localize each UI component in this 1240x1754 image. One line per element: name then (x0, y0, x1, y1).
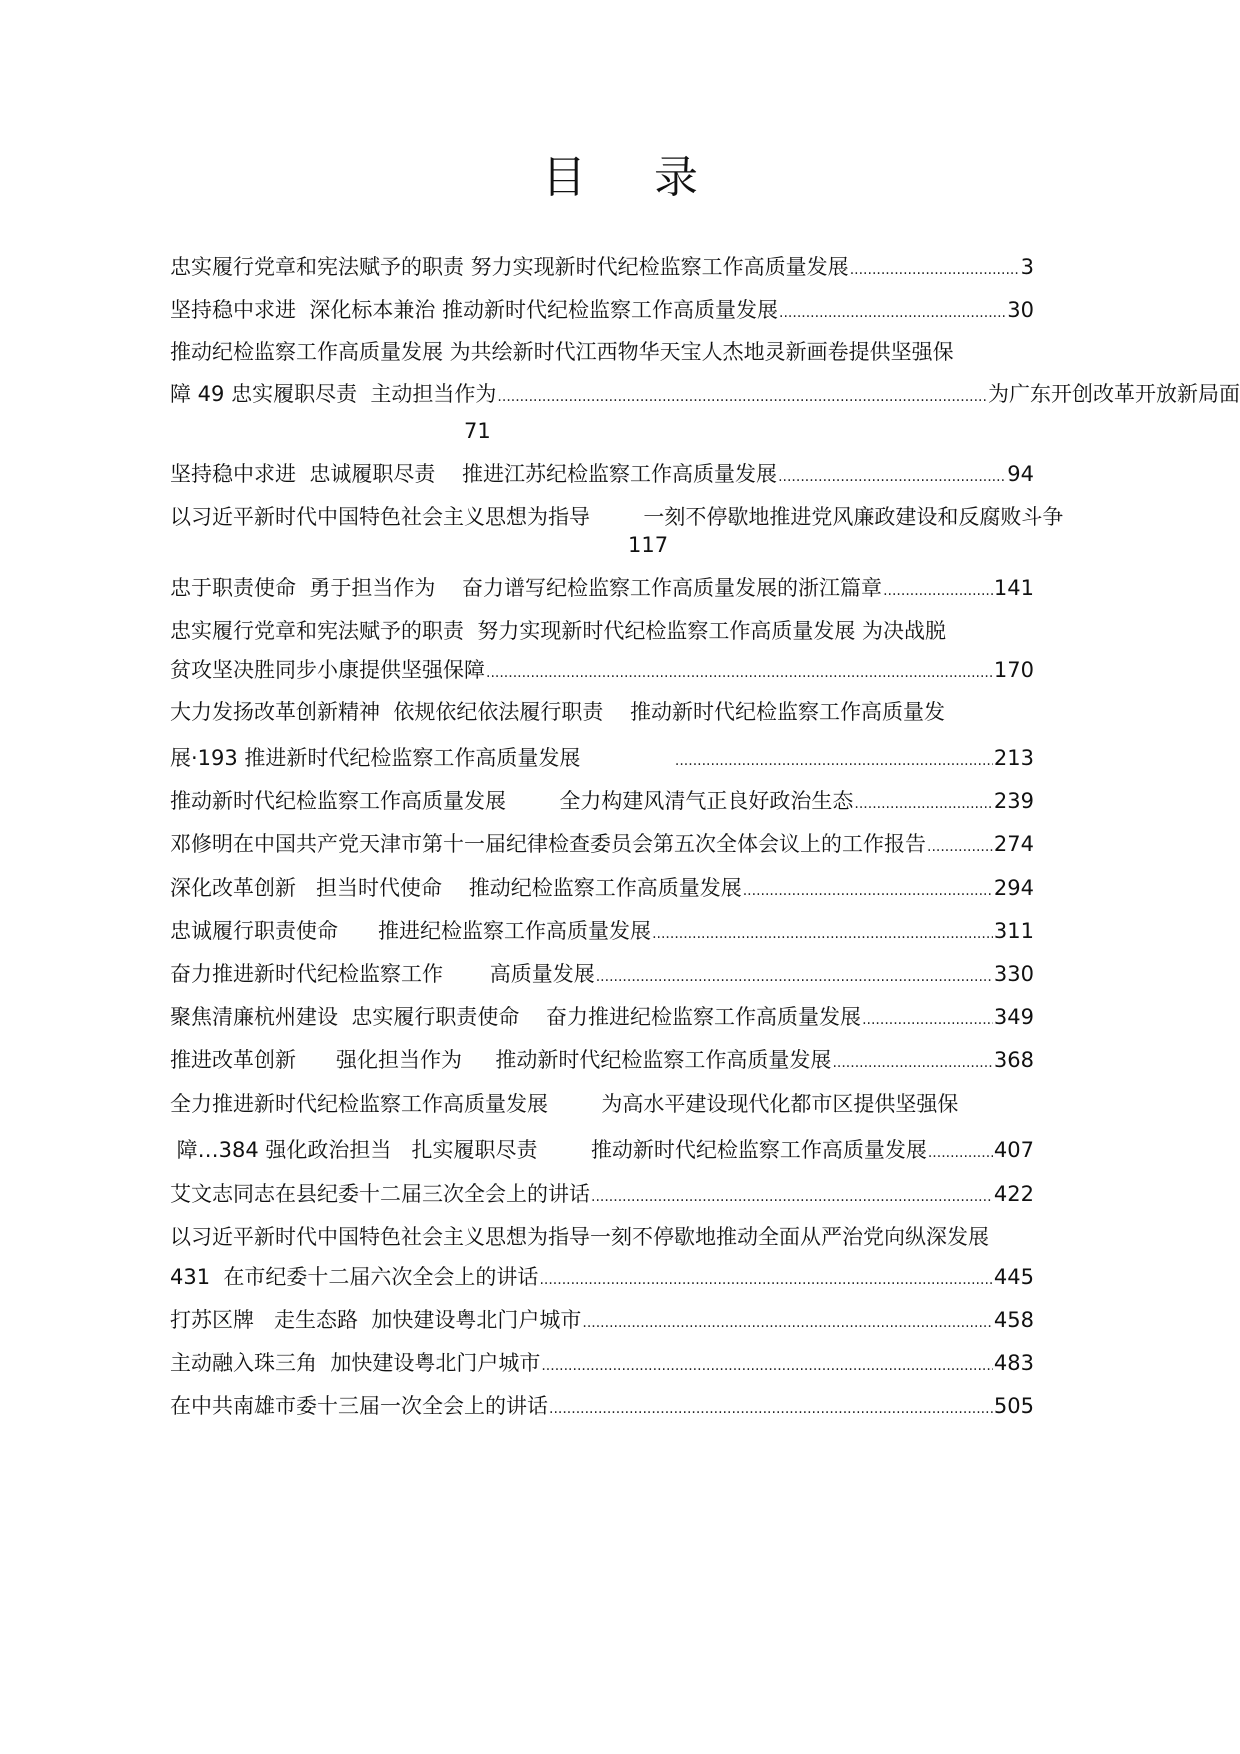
toc-entry[interactable] (170, 338, 954, 366)
toc-entry[interactable] (170, 1223, 989, 1251)
toc-entry-page: 311 (993, 919, 1034, 943)
toc-entry[interactable] (170, 1306, 1034, 1337)
toc-entry-text: 打苏区牌 走生态路 加快建设粤北门户城市 (170, 1308, 582, 1332)
toc-entry-page: 3 (1020, 255, 1034, 279)
toc-entry-page: 505 (993, 1394, 1034, 1418)
toc-entry-text: 邓修明在中国共产党天津市第十一届纪律检查委员会第五次全体会议上的工作报告 (170, 832, 926, 856)
toc-entry-text: 展·193 推进新时代纪检监察工作高质量发展 (170, 746, 674, 770)
toc-entry[interactable] (170, 296, 1034, 327)
toc-entry-text: 坚持稳中求进 深化标本兼治 推动新时代纪检监察工作高质量发展 (170, 298, 779, 322)
toc-entry-page: 117 (628, 533, 669, 557)
toc-entry-text: 障…384 强化政治担当 扎实履职尽责 推动新时代纪检监察工作高质量发展 (170, 1138, 927, 1162)
toc-entry-text: 聚焦清廉杭州建设 忠实履行职责使命 奋力推进纪检监察工作高质量发展 (170, 1005, 862, 1029)
toc-entry[interactable] (170, 1263, 1034, 1294)
toc-entry-page: 239 (993, 789, 1034, 813)
toc-entry-text: 以习近平新时代中国特色社会主义思想为指导一刻不停歇地推动全面从严治党向纵深发展 (170, 1225, 989, 1249)
toc-entry-page: 368 (993, 1048, 1034, 1072)
toc-entry[interactable] (170, 874, 1034, 905)
toc-leader-dots (591, 1183, 993, 1211)
toc-entry-text: 主动融入珠三角 加快建设粤北门户城市 (170, 1351, 541, 1375)
toc-entry-page: 170 (993, 658, 1034, 682)
toc-entry-text: 坚持稳中求进 忠诚履职尽责 推进江苏纪检监察工作高质量发展 (170, 462, 778, 486)
toc-leader-dots (850, 256, 1020, 284)
toc-entry[interactable] (170, 380, 1240, 411)
toc-entry-text: 推动纪检监察工作高质量发展 为共绘新时代江西物华天宝人杰地灵新画卷提供坚强保 (170, 340, 954, 364)
toc-leader-dots (539, 1266, 992, 1294)
toc-leader-dots (854, 790, 993, 818)
toc-entry-page: 141 (993, 576, 1034, 600)
toc-entry[interactable] (170, 698, 945, 726)
toc-entry-text: 忠实履行党章和宪法赋予的职责 努力实现新时代纪检监察工作高质量发展 为决战脱 (170, 619, 947, 643)
toc-entry-text: 奋力推进新时代纪检监察工作 高质量发展 (170, 962, 595, 986)
toc-entry-page: 422 (993, 1182, 1034, 1206)
toc-entry-text: 贫攻坚决胜同步小康提供坚强保障 (170, 658, 485, 682)
toc-entry[interactable] (170, 1046, 1034, 1077)
toc-entry[interactable] (170, 1136, 1034, 1167)
toc-leader-dots (652, 920, 993, 948)
toc-leader-dots (743, 877, 993, 905)
toc-entry-text: 深化改革创新 担当时代使命 推动纪检监察工作高质量发展 (170, 876, 742, 900)
toc-leader-dots (675, 747, 993, 775)
toc-entry[interactable] (170, 787, 1034, 818)
toc-entry-text: 艾文志同志在县纪委十二届三次全会上的讲话 (170, 1182, 590, 1206)
toc-leader-dots (862, 1006, 993, 1034)
toc-entry-overflow-text: 为广东开创改革开放新局面 (988, 382, 1240, 406)
toc-entry[interactable] (170, 460, 1034, 491)
toc-leader-dots (596, 963, 993, 991)
toc-entry-page: 30 (1007, 298, 1034, 322)
toc-entry[interactable] (170, 744, 1034, 775)
toc-entry[interactable] (170, 617, 946, 645)
toc-leader-dots (541, 1352, 993, 1380)
toc-entry-text: 431 在市纪委十二届六次全会上的讲话 (170, 1265, 539, 1289)
toc-entry-page: 94 (1007, 462, 1034, 486)
toc-entry-page: 213 (993, 746, 1034, 770)
toc-entry-text: 忠于职责使命 勇于担当作为 奋力谱写纪检监察工作高质量发展的浙江篇章 (170, 576, 883, 600)
toc-entry-text: 在中共南雄市委十三届一次全会上的讲话 (170, 1394, 548, 1418)
toc-entry[interactable] (170, 503, 1063, 531)
toc-entry-text: 以习近平新时代中国特色社会主义思想为指导 一刻不停歇地推进党风廉政建设和反腐败斗争 (170, 505, 1064, 529)
toc-entry-page: 274 (993, 832, 1034, 856)
toc-entry-page: 330 (993, 962, 1034, 986)
toc-leader-dots (927, 833, 993, 861)
toc-entry[interactable] (170, 1349, 1034, 1380)
toc-entry-text: 大力发扬改革创新精神 依规依纪依法履行职责 推动新时代纪检监察工作高质量发 (170, 700, 946, 724)
toc-entry-page: 349 (993, 1005, 1034, 1029)
toc-entry[interactable] (170, 656, 1034, 687)
toc-leader-dots (928, 1139, 993, 1167)
toc-leader-dots (883, 577, 993, 605)
toc-entry[interactable] (170, 1180, 1034, 1211)
toc-leader-dots (486, 659, 993, 687)
toc-title (0, 148, 1240, 208)
toc-entry-text: 障 49 忠实履职尽责 主动担当作为 (170, 382, 497, 406)
toc-leader-dots (549, 1395, 993, 1423)
toc-entry[interactable] (170, 1090, 958, 1118)
toc-entry[interactable] (170, 1003, 1034, 1034)
toc-entry[interactable] (170, 253, 1034, 284)
toc-entry-page: 483 (993, 1351, 1034, 1375)
toc-leader-dots (832, 1049, 992, 1077)
toc-entry[interactable] (170, 917, 1034, 948)
toc-title-right: 录 (654, 152, 698, 203)
toc-entry-page: 71 (464, 419, 491, 443)
toc-entry-page: 294 (993, 876, 1034, 900)
toc-leader-dots (779, 299, 1006, 327)
toc-entry-page: 458 (993, 1308, 1034, 1332)
toc-entry[interactable] (170, 1392, 1034, 1423)
toc-leader-dots (497, 383, 987, 411)
toc-entry-text: 全力推进新时代纪检监察工作高质量发展 为高水平建设现代化都市区提供坚强保 (170, 1092, 959, 1116)
toc-leader-dots (582, 1309, 993, 1337)
toc-entry-text: 忠实履行党章和宪法赋予的职责 努力实现新时代纪检监察工作高质量发展 (170, 255, 849, 279)
toc-entry-page: 407 (993, 1138, 1034, 1162)
toc-entry[interactable] (170, 830, 1034, 861)
toc-entry-text: 推进改革创新 强化担当作为 推动新时代纪检监察工作高质量发展 (170, 1048, 832, 1072)
toc-entry[interactable] (170, 574, 1034, 605)
toc-title-left: 目 (542, 152, 586, 203)
toc-entry-text: 忠诚履行职责使命 推进纪检监察工作高质量发展 (170, 919, 652, 943)
toc-entry-text: 推动新时代纪检监察工作高质量发展 全力构建风清气正良好政治生态 (170, 789, 854, 813)
toc-entry[interactable] (170, 960, 1034, 991)
toc-entry-page: 445 (993, 1265, 1034, 1289)
toc-leader-dots (778, 463, 1006, 491)
